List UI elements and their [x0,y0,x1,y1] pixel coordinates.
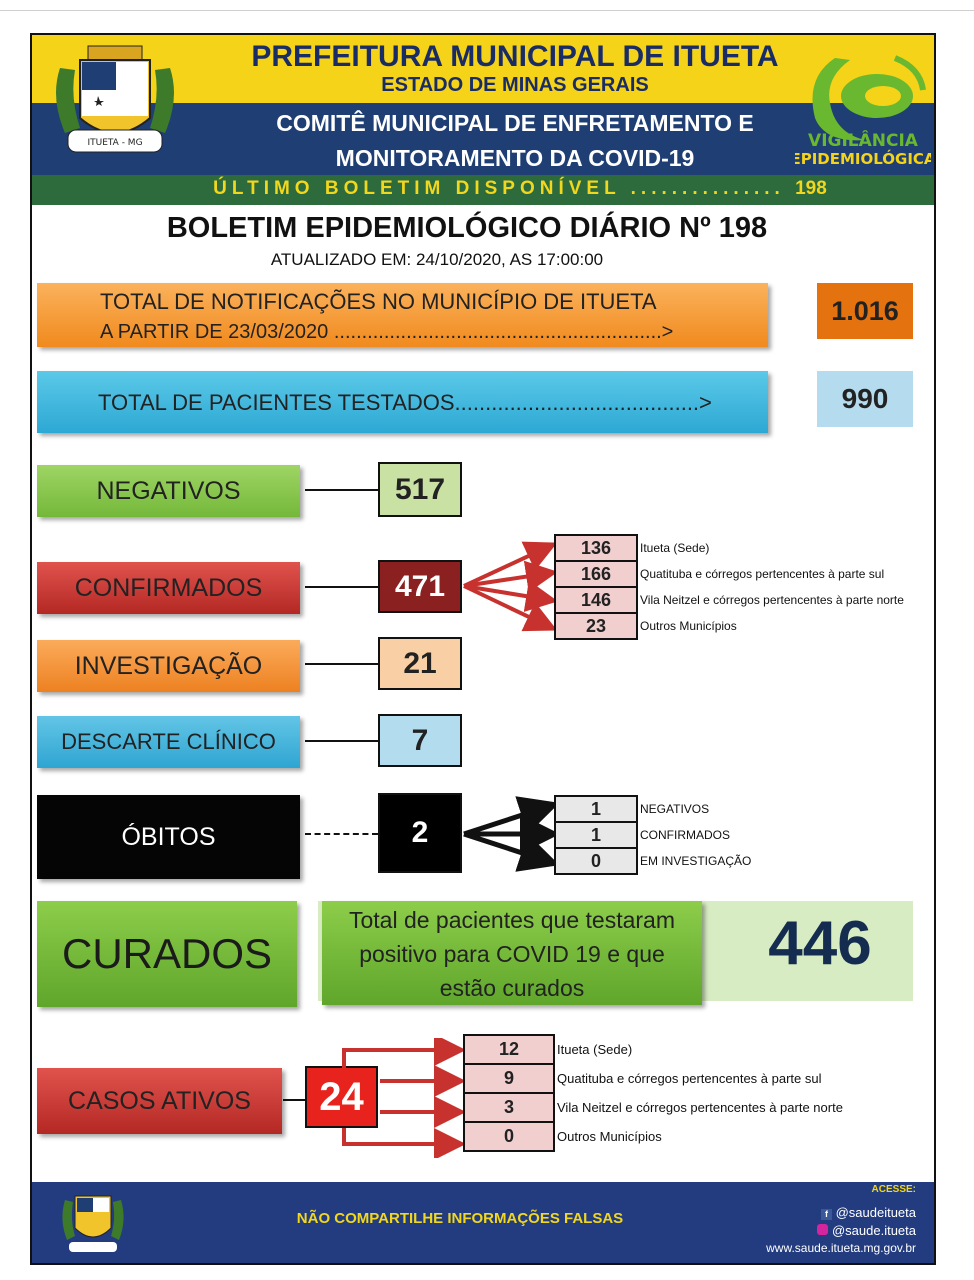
footer-acesse: ACESSE: [871,1184,916,1195]
breakdown-value: 0 [464,1122,554,1151]
breakdown-value: 3 [464,1093,554,1122]
header-state: ESTADO DE MINAS GERAIS [381,74,649,96]
svg-text:VIGILÂNCIA: VIGILÂNCIA [808,131,918,151]
breakdown-label: Vila Neitzel e córregos pertencentes à parte norte [640,593,904,607]
curados-label: CURADOS [37,901,297,1007]
breakdown-value: 146 [555,587,637,613]
breakdown-label: Itueta (Sede) [557,1042,633,1057]
breakdown-value: 1 [555,822,637,848]
obitos-value: 2 [378,793,462,873]
descarte-label: DESCARTE CLÍNICO [37,716,300,768]
breakdown-label: Quatituba e córregos pertencentes à parte sul [557,1071,822,1086]
breakdown-label: CONFIRMADOS [640,828,730,842]
confirmados-label: CONFIRMADOS [37,562,300,614]
descarte-value: 7 [378,714,462,767]
header-title: PREFEITURA MUNICIPAL DE ITUETA [251,40,779,73]
ultimo-label: ÚLTIMO BOLETIM DISPONÍVEL ............... [213,178,785,199]
testados-value: 990 [817,371,913,427]
breakdown-value: 12 [464,1035,554,1064]
committee-line-2: MONITORAMENTO DA COVID-19 [335,145,695,171]
obitos-label: ÓBITOS [37,795,300,879]
breakdown-label: Itueta (Sede) [640,541,710,555]
curados-description-text: Total de pacientes que testaram positivo para COVID 19 e que estão curados [348,907,676,1001]
page-frame [30,33,936,1265]
breakdown-label: NEGATIVOS [640,802,710,816]
svg-text:ITUETA - MG: ITUETA - MG [87,138,143,148]
notificacoes-value: 1.016 [817,283,913,339]
curados-value: 446 [768,909,872,978]
testados-label: TOTAL DE PACIENTES TESTADOS........................................> [98,390,712,415]
breakdown-value: 23 [555,613,637,639]
notificacoes-line-1: TOTAL DE NOTIFICAÇÕES NO MUNICÍPIO DE ITUETA [100,289,657,314]
breakdown-value: 0 [555,848,637,874]
instagram-handle: @saude.itueta [831,1223,916,1238]
breakdown-label: Outros Municípios [557,1129,662,1144]
footer-website-link[interactable]: www.saude.itueta.mg.gov.br [766,1241,916,1255]
footer-warning: NÃO COMPARTILHE INFORMAÇÕES FALSAS [296,1210,624,1227]
investigacao-value: 21 [378,637,462,690]
breakdown-label: Outros Municípios [640,619,737,633]
breakdown-label: Vila Neitzel e córregos pertencentes à parte norte [557,1100,843,1115]
committee-line-1: COMITÊ MUNICIPAL DE ENFRETAMENTO E [276,110,754,136]
breakdown-value: 1 [555,796,637,822]
breakdown-value: 9 [464,1064,554,1093]
confirmados-value: 471 [378,560,462,613]
breakdown-value: 136 [555,535,637,561]
breakdown-label: Quatituba e córregos pertencentes à parte sul [640,567,885,581]
casos-ativos-value: 24 [305,1066,378,1128]
boletim-title: BOLETIM EPIDEMIOLÓGICO DIÁRIO Nº 198 [166,212,768,244]
investigacao-label: INVESTIGAÇÃO [37,640,300,692]
top-divider [0,10,974,11]
facebook-icon: f [821,1209,832,1220]
negativos-value: 517 [378,462,462,517]
negativos-label: NEGATIVOS [37,465,300,517]
ultimo-number: 198 [795,178,827,199]
updated-timestamp: ATUALIZADO EM: 24/10/2020, AS 17:00:00 [270,250,604,269]
casos-ativos-label: CASOS ATIVOS [37,1068,282,1134]
notificacoes-line-2: A PARTIR DE 23/03/2020 ...........................................................> [100,321,674,343]
breakdown-value: 166 [555,561,637,587]
breakdown-label: EM INVESTIGAÇÃO [640,854,752,868]
svg-text:EPIDEMIOLÓGICA: EPIDEMIOLÓGICA [795,150,931,168]
facebook-handle: @saudeitueta [835,1205,916,1220]
